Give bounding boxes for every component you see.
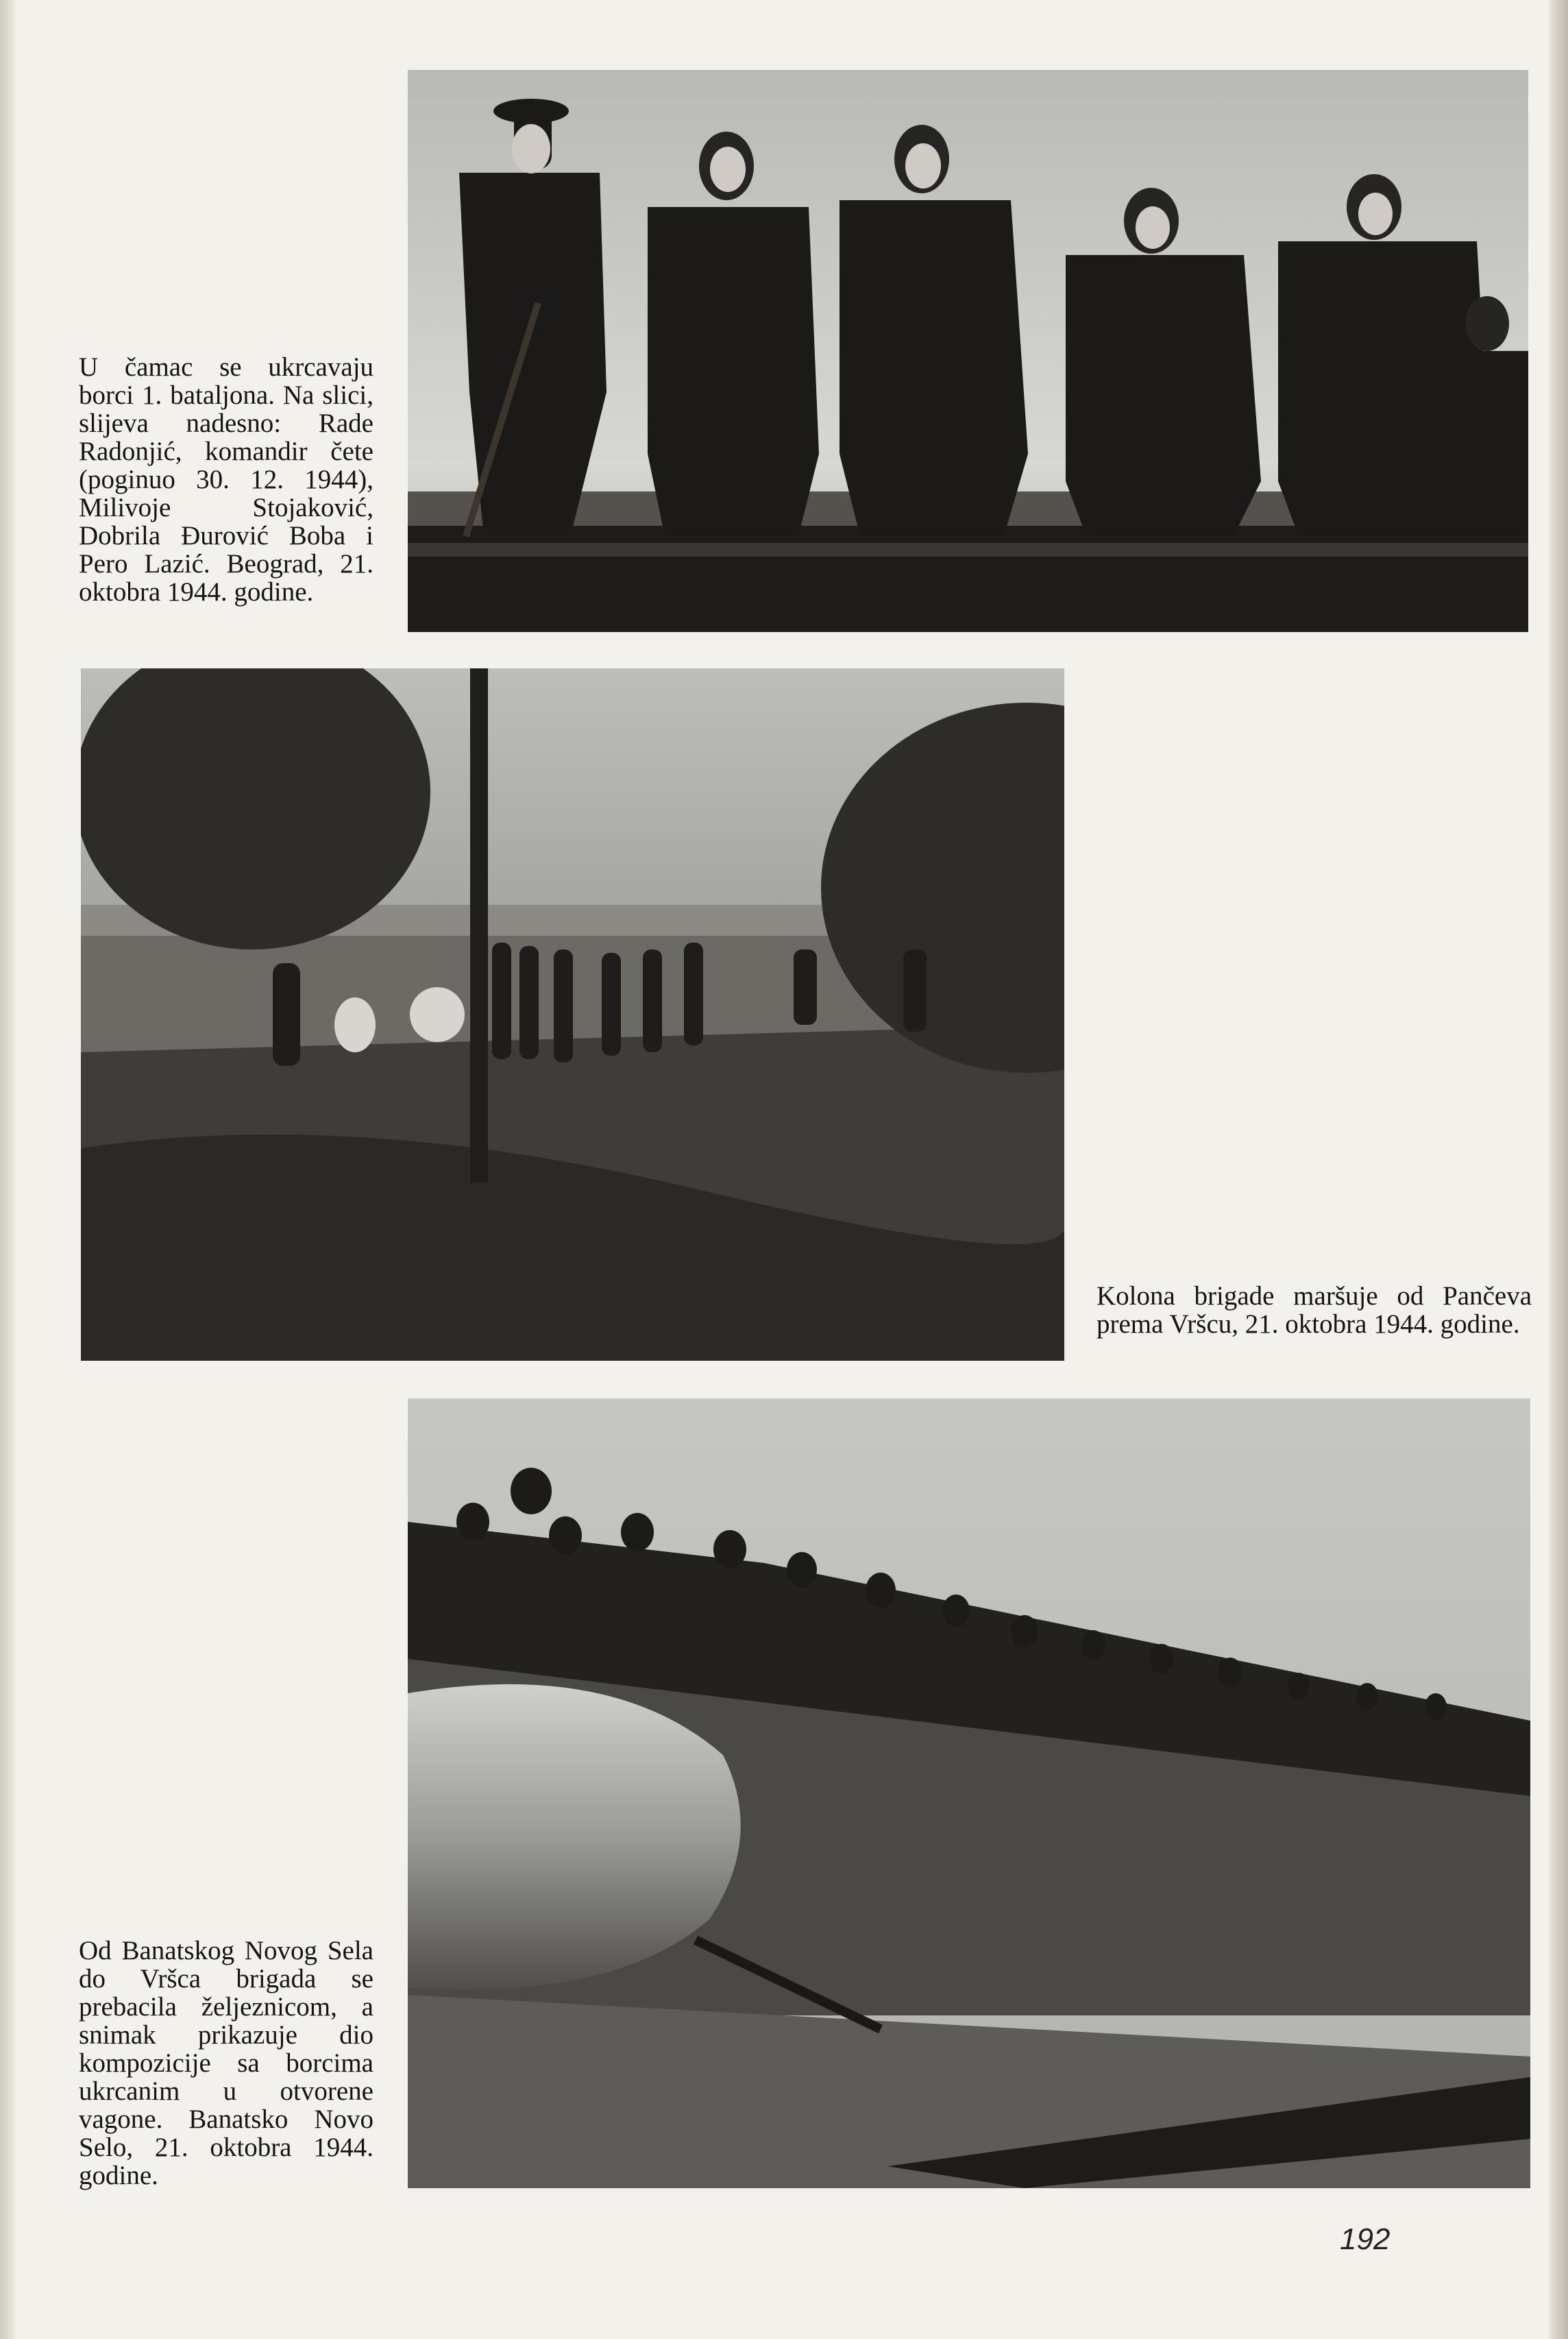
photo-train-wagons (408, 1398, 1530, 2188)
marching-column-icon (81, 668, 1064, 1361)
photo-soldiers-boat (408, 70, 1528, 632)
photo-marching-column (81, 668, 1064, 1361)
caption-photo-3: Od Banatskog Novog Sela do Vršca brigada se prebacila željeznicom, a snimak prikazuje dio kompozicije sa borcima ukrcanim u otvorene vagone. Banatsko Novo Selo, 21. oktobra 1944. godine. (79, 1936, 373, 2190)
page-number: 192 (1340, 2222, 1391, 2256)
page-edge (1549, 0, 1568, 2339)
page-binding (0, 0, 15, 2339)
caption-photo-1: U čamac se ukrcavaju borci 1. bataljona. Na slici, slijeva nadesno: Rade Radonjić, komandir čete (poginuo 30. 12. 1944), Milivoje Stojaković, Dobrila Đurović Boba i Pero Lazić. Beograd, 21. oktobra 1944. godine. (79, 352, 373, 607)
soldiers-portrait-icon (408, 70, 1528, 632)
caption-photo-2: Kolona brigade maršuje od Pančeva prema Vršcu, 21. oktobra 1944. godine. (1097, 1281, 1532, 1339)
train-wagons-icon (408, 1398, 1530, 2188)
